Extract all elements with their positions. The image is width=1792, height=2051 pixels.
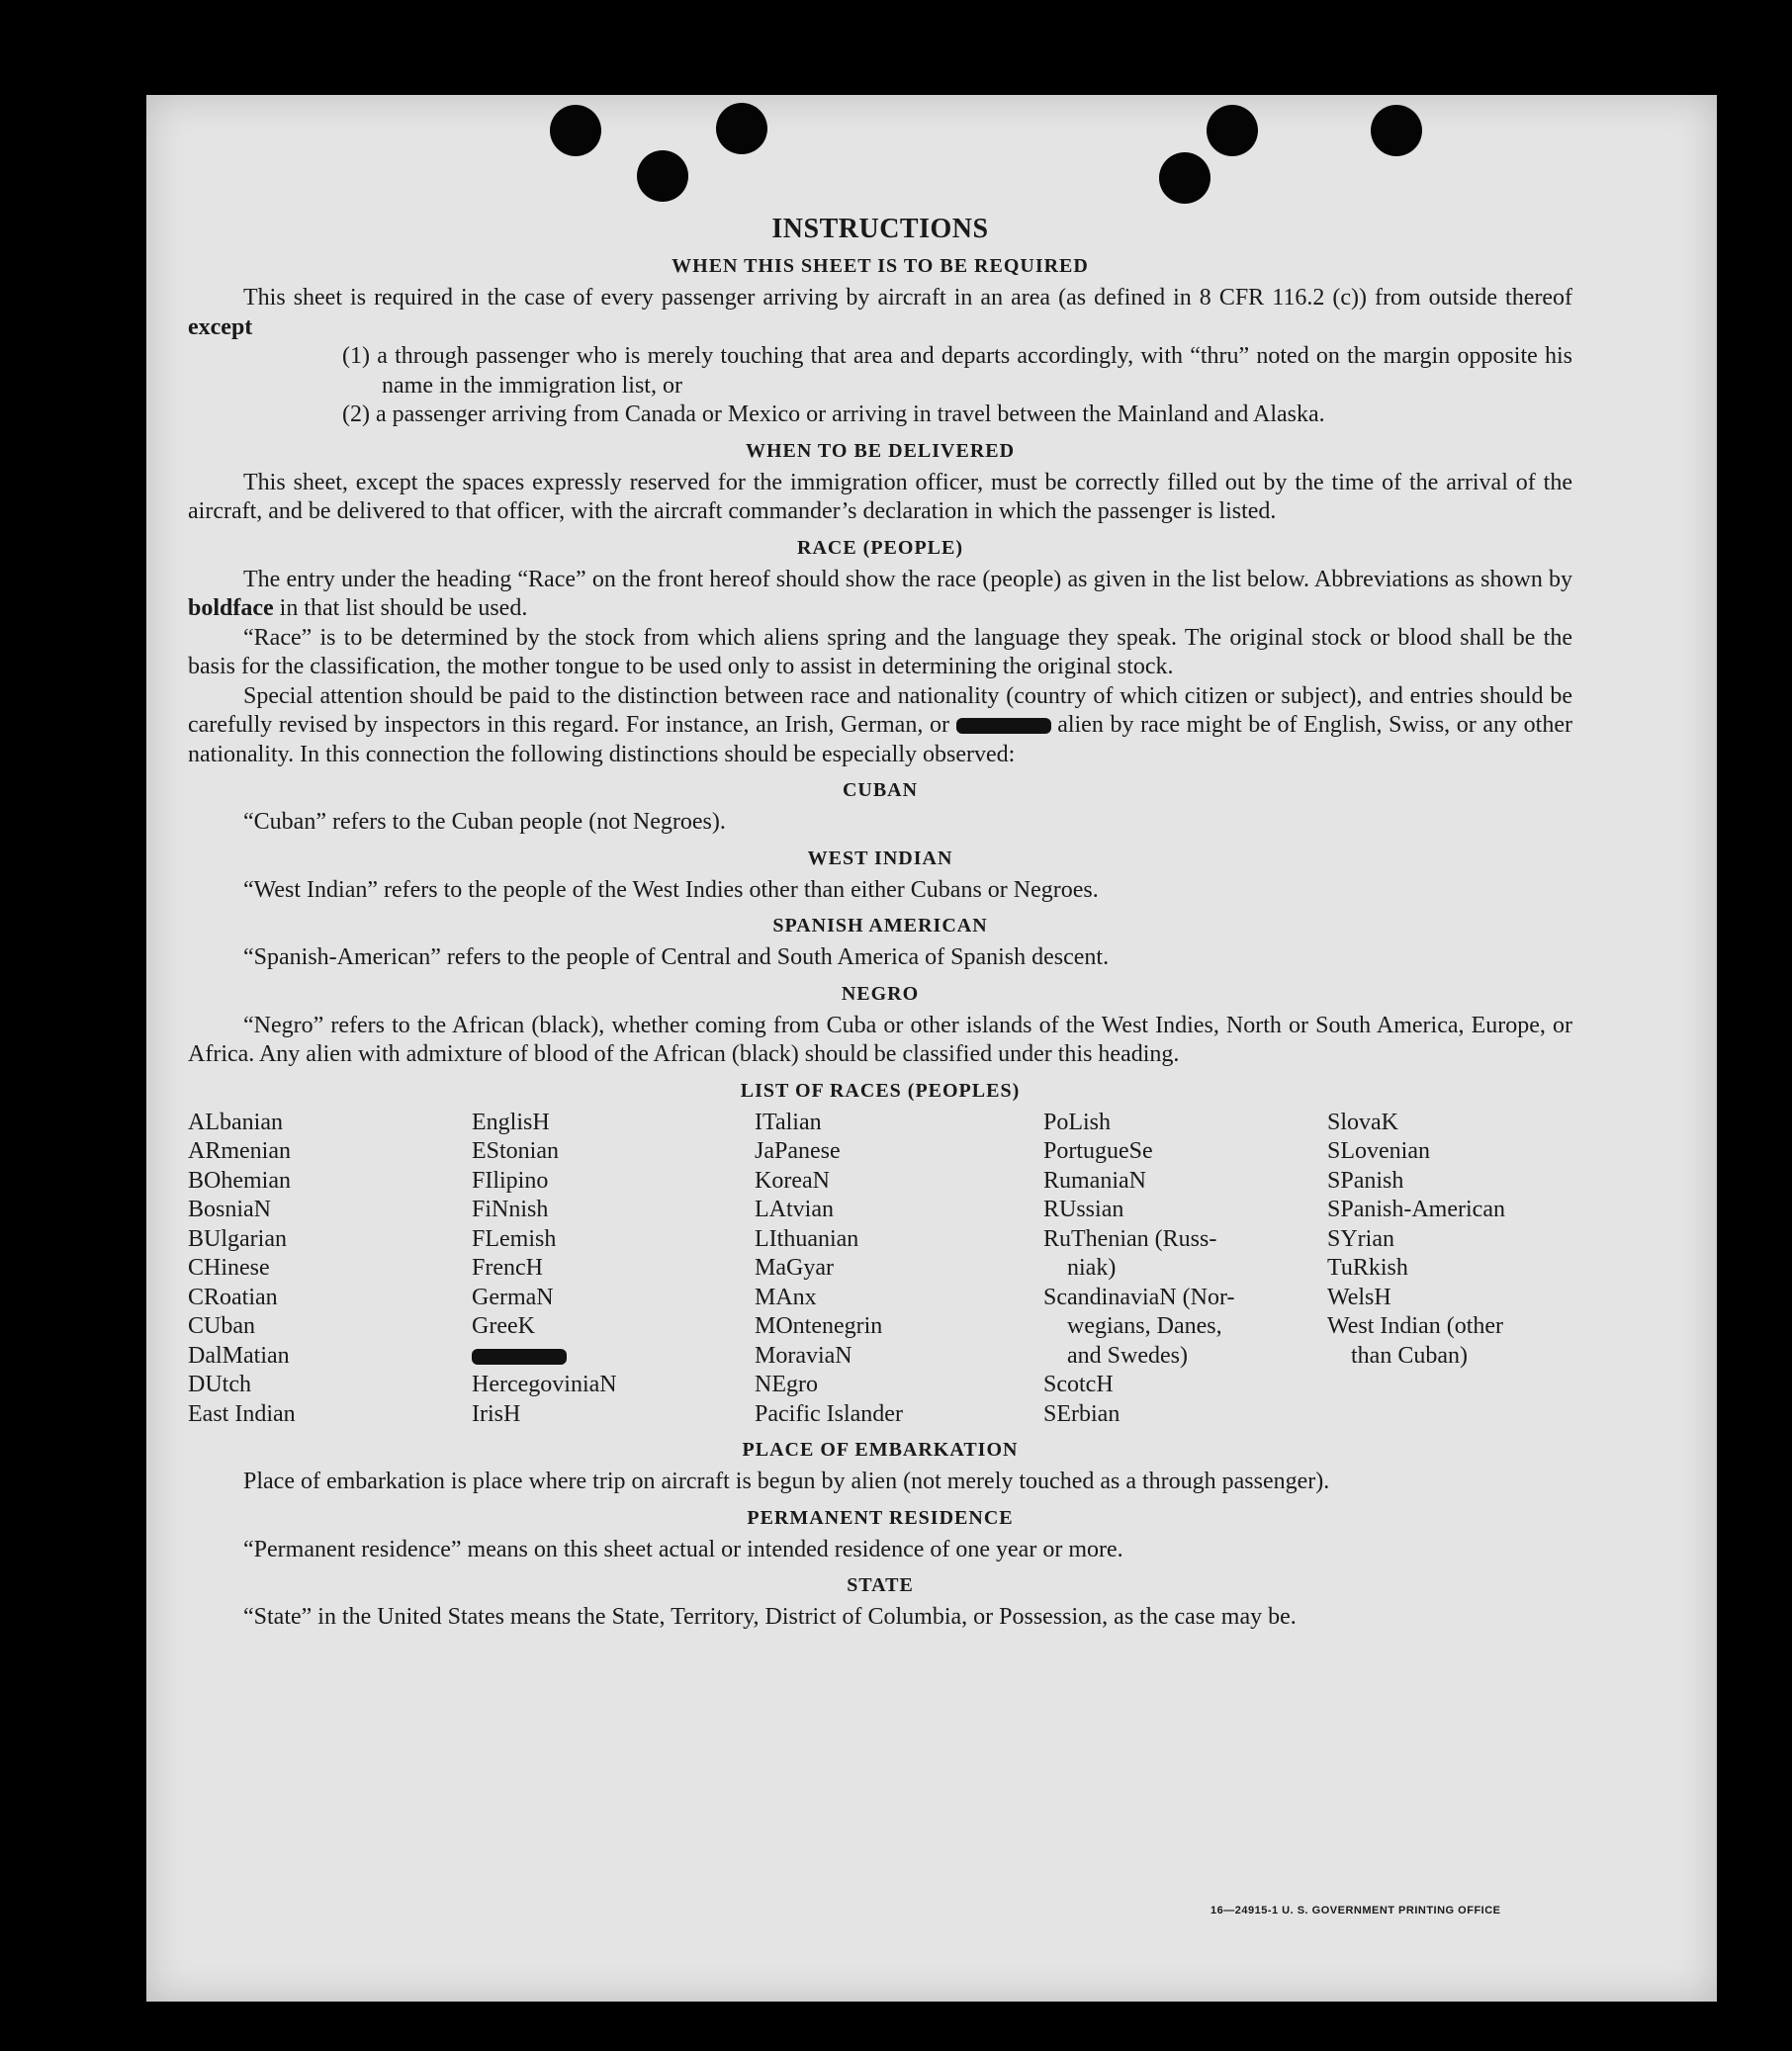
punch-hole (1159, 152, 1210, 204)
race-item: BOhemian (188, 1167, 291, 1194)
race-item: WelsH (1327, 1284, 1391, 1310)
cuban-text: “Cuban” refers to the Cuban people (not Negroes). (243, 809, 726, 835)
race-item: ALbanian (188, 1109, 283, 1135)
spanish-american-text: “Spanish-American” refers to the people of Central and South America of Spanish descent. (243, 944, 1110, 970)
race-item: CUban (188, 1313, 255, 1339)
race-item: SErbian (1043, 1400, 1120, 1427)
heading-place-of-embarkation: PLACE OF EMBARKATION (742, 1439, 1019, 1461)
race-item: IrisH (472, 1400, 521, 1427)
race-item: PortugueSe (1043, 1138, 1153, 1164)
race-item: RUssian (1043, 1197, 1124, 1222)
document-page (146, 95, 1717, 2002)
race-item: KoreaN (755, 1167, 830, 1194)
heading-cuban: CUBAN (842, 779, 919, 801)
race-paragraph-1 (188, 566, 1572, 624)
heading-negro: NEGRO (841, 982, 920, 1005)
race-column (472, 1109, 755, 1430)
race-item: Pacific Islander (755, 1400, 903, 1427)
race-item-continued: and Swedes) (1067, 1342, 1188, 1369)
race-item-continued: than Cuban) (1351, 1342, 1468, 1369)
race-item-continued: wegians, Danes, (1067, 1313, 1222, 1339)
race-paragraph-2: “Race” is to be determined by the stock from which aliens spring and the language they speak. The original stock or blood shall be the basis for the classification, the mother tongue to be used only to assist in determining the original stock. (188, 624, 1572, 679)
heading-spanish-american: SPANISH AMERICAN (772, 915, 988, 936)
embarkation-text: Place of embarkation is place where trip on aircraft is begun by alien (not merely touched as a through passenger). (243, 1469, 1330, 1494)
race-item: BosniaN (188, 1197, 271, 1222)
race-item: GreeK (472, 1313, 535, 1339)
race-item: TuRkish (1327, 1255, 1408, 1281)
west-indian-text: “West Indian” refers to the people of the West Indies other than either Cubans or Negroes. (243, 876, 1099, 903)
race-column (188, 1109, 472, 1430)
redaction-mark (472, 1349, 567, 1365)
race-item: ARmenian (188, 1138, 291, 1164)
race-item: MoraviaN (755, 1342, 852, 1369)
race-item: RuThenian (Russ- (1043, 1225, 1217, 1252)
residence-text: “Permanent residence” means on this sheet actual or intended residence of one year or more. (243, 1536, 1123, 1562)
race-item: MAnx (755, 1284, 817, 1310)
race-p3-text-end: alien by race might be of English, Swiss, or any other nationality. In this connection the following distinctions should be especially observed: (188, 712, 1572, 767)
race-item: DUtch (188, 1372, 251, 1397)
race-item: SPanish-American (1327, 1197, 1505, 1222)
race-item: ScandinaviaN (Nor- (1043, 1284, 1235, 1310)
race-item: ITalian (755, 1109, 822, 1135)
required-intro-except: except (188, 313, 253, 340)
race-item: BUlgarian (188, 1225, 287, 1252)
race-item: West Indian (other (1327, 1313, 1504, 1339)
punch-hole (716, 103, 767, 154)
race-item: DalMatian (188, 1342, 290, 1369)
race-column (1043, 1109, 1327, 1430)
required-intro (188, 284, 1572, 342)
heading-when-delivered: WHEN TO BE DELIVERED (745, 439, 1016, 462)
negro-text: “Negro” refers to the African (black), whether coming from Cuba or other islands of the West Indies, North or South America, Europe, or Africa. Any alien with admixture of blood of the African (black) should be classified under this heading. (188, 1012, 1572, 1067)
race-item: PoLish (1043, 1109, 1112, 1135)
punch-hole (550, 105, 601, 156)
race-item: LAtvian (755, 1197, 834, 1222)
race-item: ScotcH (1043, 1372, 1114, 1397)
instructions-content (188, 214, 1572, 1633)
race-item: JaPanese (755, 1138, 841, 1164)
race-item: CHinese (188, 1255, 270, 1281)
punch-hole (637, 150, 688, 202)
race-item-redacted (472, 1342, 755, 1372)
required-item-2: (2) a passenger arriving from Canada or Mexico or arriving in travel between the Mainland and Alaska. (342, 401, 1325, 427)
race-item: FrencH (472, 1255, 543, 1281)
race-item: NEgro (755, 1372, 818, 1397)
race-p1-text: The entry under the heading “Race” on the front hereof should show the race (people) as given in the list below. Abbreviations as shown by (243, 566, 1572, 592)
race-paragraph-3 (188, 682, 1572, 770)
required-intro-text: This sheet is required in the case of every passenger arriving by aircraft in an area (as defined in 8 CFR 116.2 (c)) from outside thereof (243, 285, 1572, 311)
punch-hole (1207, 105, 1258, 156)
race-column (1327, 1109, 1570, 1430)
race-item: SYrian (1327, 1225, 1394, 1252)
race-p1-boldface: boldface (188, 595, 274, 621)
race-item: GermaN (472, 1284, 554, 1310)
race-item: RumaniaN (1043, 1167, 1146, 1194)
page-title: INSTRUCTIONS (771, 214, 989, 244)
race-column (755, 1109, 1043, 1430)
race-item: SLovenian (1327, 1138, 1430, 1164)
race-item: CRoatian (188, 1284, 278, 1310)
punch-hole (1371, 105, 1422, 156)
redaction-mark (956, 718, 1051, 734)
race-item: SPanish (1327, 1167, 1404, 1194)
race-list (188, 1109, 1572, 1430)
race-p3-text: Special attention should be paid to the distinction between race and nationality (country of which citizen or subject), and entries should be carefully revised by inspectors in this regard. For instance, an Irish, German, or (188, 682, 1572, 738)
race-item: HercegoviniaN (472, 1372, 617, 1397)
heading-when-required: WHEN THIS SHEET IS TO BE REQUIRED (672, 255, 1089, 277)
race-item: FIlipino (472, 1167, 549, 1194)
race-item: MOntenegrin (755, 1313, 883, 1339)
race-item: SlovaK (1327, 1109, 1398, 1135)
race-item: East Indian (188, 1400, 296, 1427)
race-item: LIthuanian (755, 1225, 859, 1252)
required-item-1: (1) a through passenger who is merely touching that area and departs accordingly, with “thru” noted on the margin opposite his name in the immigration list, or (342, 343, 1572, 399)
state-text: “State” in the United States means the State, Territory, District of Columbia, or Possession, as the case may be. (243, 1604, 1297, 1630)
heading-list-of-races: LIST OF RACES (PEOPLES) (740, 1079, 1021, 1102)
race-item: EnglisH (472, 1109, 550, 1135)
heading-permanent-residence: PERMANENT RESIDENCE (747, 1506, 1014, 1529)
race-item-continued: niak) (1067, 1255, 1117, 1281)
heading-state: STATE (847, 1574, 914, 1596)
race-item: EStonian (472, 1138, 559, 1164)
race-item: FLemish (472, 1225, 557, 1252)
delivered-text: This sheet, except the spaces expressly reserved for the immigration officer, must be correctly filled out by the time of the arrival of the aircraft, and be delivered to that officer, with the aircraft commander’s declaration in which the passenger is listed. (188, 469, 1572, 524)
race-item: MaGyar (755, 1255, 834, 1281)
heading-race: RACE (PEOPLE) (797, 536, 963, 559)
printing-office-code: 16—24915-1 U. S. GOVERNMENT PRINTING OFFICE (1210, 1905, 1501, 1917)
race-item: FiNnish (472, 1197, 549, 1222)
race-p1-text-end: in that list should be used. (273, 595, 528, 621)
heading-west-indian: WEST INDIAN (807, 847, 953, 869)
